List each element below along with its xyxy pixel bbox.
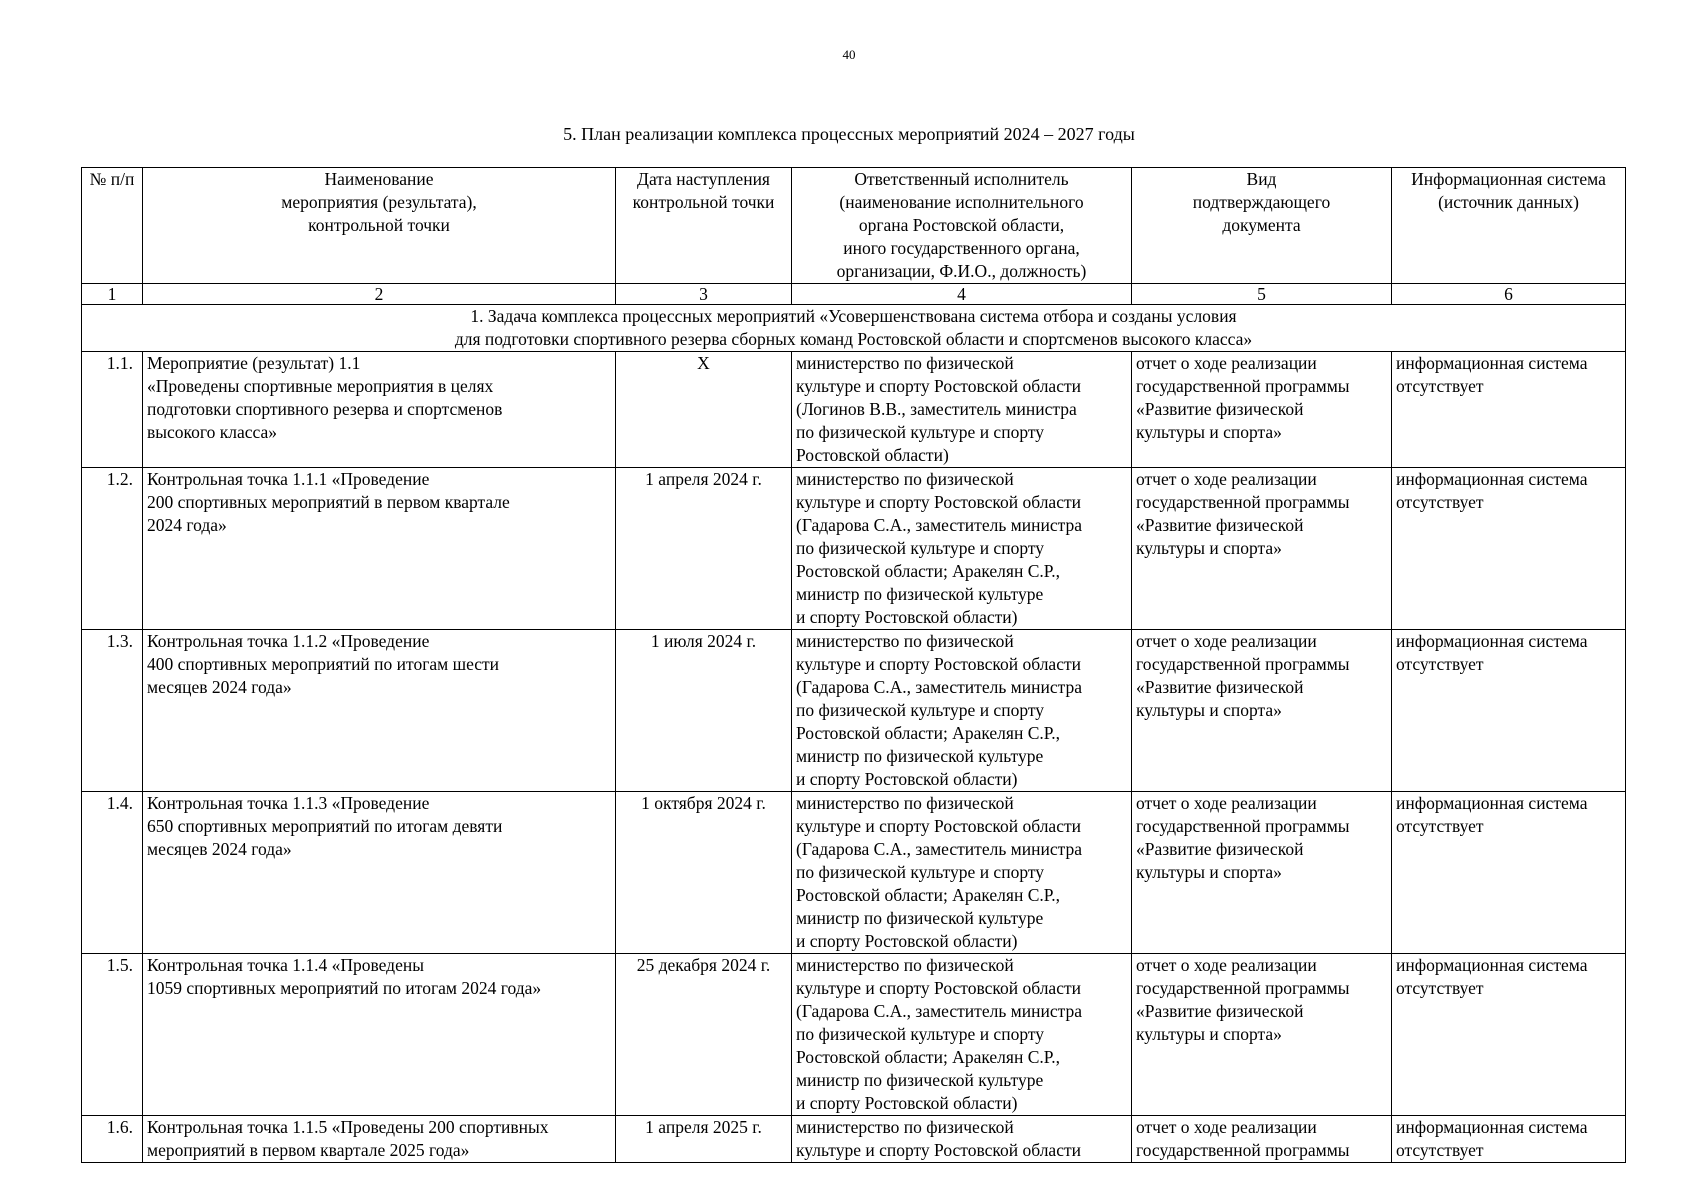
row-number: 1.4. <box>82 792 143 954</box>
row-system: информационная система отсутствует <box>1392 1116 1626 1163</box>
row-name: Контрольная точка 1.1.1 «Проведение 200 спортивных мероприятий в первом квартале 2024 года» <box>143 468 616 630</box>
table-row <box>82 468 1626 630</box>
column-number-row <box>82 284 1626 305</box>
row-document: отчет о ходе реализации государственной программы «Развитие физической культуры и спорта» <box>1132 630 1392 792</box>
row-document: отчет о ходе реализации государственной программы «Развитие физической культуры и спорта» <box>1132 954 1392 1116</box>
row-document: отчет о ходе реализации государственной программы «Развитие физической культуры и спорта» <box>1132 468 1392 630</box>
table-row <box>82 954 1626 1116</box>
row-name: Контрольная точка 1.1.5 «Проведены 200 спортивных мероприятий в первом квартале 2025 года» <box>143 1116 616 1163</box>
row-date: Х <box>616 352 792 468</box>
row-date: 1 июля 2024 г. <box>616 630 792 792</box>
column-header-responsible: Ответственный исполнитель (наименование исполнительного органа Ростовской области, иного государственного органа, организации, Ф.И.О., должность) <box>792 168 1132 284</box>
row-document: отчет о ходе реализации государственной программы «Развитие физической культуры и спорта» <box>1132 792 1392 954</box>
row-name: Контрольная точка 1.1.2 «Проведение 400 спортивных мероприятий по итогам шести месяцев 2024 года» <box>143 630 616 792</box>
document-title: 5. План реализации комплекса процессных мероприятий 2024 – 2027 годы <box>563 124 1135 144</box>
table-row <box>82 630 1626 792</box>
row-date: 1 октября 2024 г. <box>616 792 792 954</box>
column-number: 3 <box>616 284 792 305</box>
row-document: отчет о ходе реализации государственной программы <box>1132 1116 1392 1163</box>
row-number: 1.6. <box>82 1116 143 1163</box>
row-name: Контрольная точка 1.1.4 «Проведены 1059 спортивных мероприятий по итогам 2024 года» <box>143 954 616 1116</box>
column-number: 2 <box>143 284 616 305</box>
table-row <box>82 352 1626 468</box>
task-title: 1. Задача комплекса процессных мероприятий «Усовершенствована система отбора и созданы условия для подготовки спортивного резерва сборных команд Ростовской области и спортсменов высокого класса» <box>82 305 1626 352</box>
row-number: 1.3. <box>82 630 143 792</box>
table-header-row <box>82 168 1626 284</box>
row-number: 1.1. <box>82 352 143 468</box>
row-date: 1 апреля 2025 г. <box>616 1116 792 1163</box>
row-name: Мероприятие (результат) 1.1 «Проведены спортивные мероприятия в целях подготовки спортивного резерва и спортсменов высокого класса» <box>143 352 616 468</box>
row-responsible: министерство по физической культуре и спорту Ростовской области (Гадарова С.А., заместитель министра по физической культуре и спорту Ростовской области; Аракелян С.Р., министр по физической культуре и спорту Ростовской области) <box>792 468 1132 630</box>
row-responsible: министерство по физической культуре и спорту Ростовской области (Гадарова С.А., заместитель министра по физической культуре и спорту Ростовской области; Аракелян С.Р., министр по физической культуре и спорту Ростовской области) <box>792 630 1132 792</box>
row-document: отчет о ходе реализации государственной программы «Развитие физической культуры и спорта» <box>1132 352 1392 468</box>
task-row <box>82 305 1626 352</box>
row-responsible: министерство по физической культуре и спорту Ростовской области (Гадарова С.А., заместитель министра по физической культуре и спорту Ростовской области; Аракелян С.Р., министр по физической культуре и спорту Ростовской области) <box>792 954 1132 1116</box>
row-date: 25 декабря 2024 г. <box>616 954 792 1116</box>
row-system: информационная система отсутствует <box>1392 954 1626 1116</box>
column-header-name: Наименование мероприятия (результата), контрольной точки <box>143 168 616 284</box>
row-date: 1 апреля 2024 г. <box>616 468 792 630</box>
column-number: 4 <box>792 284 1132 305</box>
page-number: 40 <box>842 47 856 62</box>
column-number: 6 <box>1392 284 1626 305</box>
row-responsible: министерство по физической культуре и спорту Ростовской области (Гадарова С.А., заместитель министра по физической культуре и спорту Ростовской области; Аракелян С.Р., министр по физической культуре и спорту Ростовской области) <box>792 792 1132 954</box>
row-responsible: министерство по физической культуре и спорту Ростовской области <box>792 1116 1132 1163</box>
column-header-document: Вид подтверждающего документа <box>1132 168 1392 284</box>
row-system: информационная система отсутствует <box>1392 630 1626 792</box>
row-system: информационная система отсутствует <box>1392 352 1626 468</box>
table-row <box>82 792 1626 954</box>
row-system: информационная система отсутствует <box>1392 468 1626 630</box>
column-header-system: Информационная система (источник данных) <box>1392 168 1626 284</box>
table-row <box>82 1116 1626 1163</box>
row-number: 1.5. <box>82 954 143 1116</box>
plan-table <box>81 167 1626 1163</box>
column-header-number: № п/п <box>82 168 143 284</box>
column-number: 5 <box>1132 284 1392 305</box>
row-responsible: министерство по физической культуре и спорту Ростовской области (Логинов В.В., заместитель министра по физической культуре и спорту Ростовской области) <box>792 352 1132 468</box>
row-number: 1.2. <box>82 468 143 630</box>
row-system: информационная система отсутствует <box>1392 792 1626 954</box>
row-name: Контрольная точка 1.1.3 «Проведение 650 спортивных мероприятий по итогам девяти месяцев 2024 года» <box>143 792 616 954</box>
column-header-date: Дата наступления контрольной точки <box>616 168 792 284</box>
column-number: 1 <box>82 284 143 305</box>
